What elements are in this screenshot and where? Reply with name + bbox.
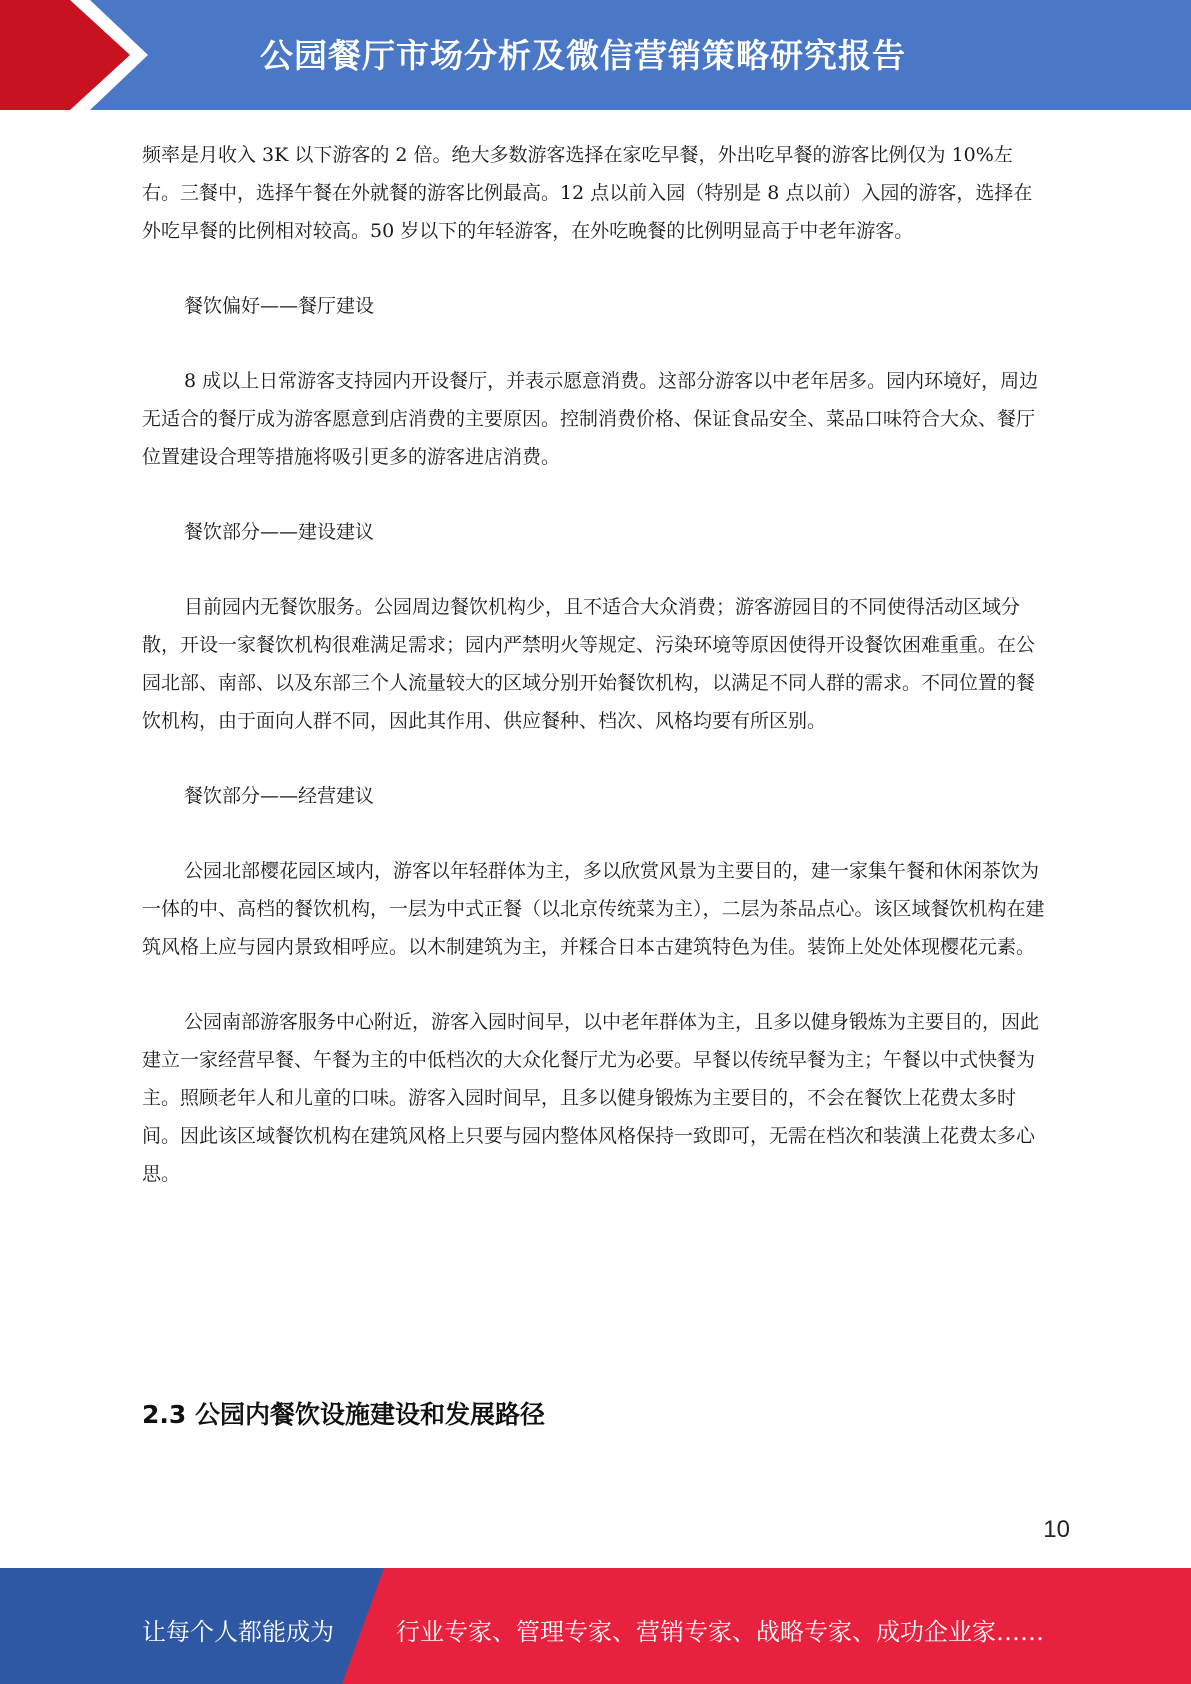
subheading-operation-advice: 餐饮部分——经营建议 [184, 785, 375, 807]
paragraph-breakfast-frequency: 频率是月收入 3K 以下游客的 2 倍。绝大多数游客选择在家吃早餐，外出吃早餐的游客比例仅为 10%左右。三餐中，选择午餐在外就餐的游客比例最高。12 点以前入园（特别是 8 点以前）入园的游客，选择在外吃早餐的比例相对较高。50 岁以下的年轻游客，在外吃晚餐的比例明显高于中老年游客。 [142, 144, 1033, 242]
footer-slogan-right: 行业专家、管理专家、营销专家、战略专家、成功企业家…… [396, 1618, 1044, 1646]
paragraph-south-area: 公园南部游客服务中心附近，游客入园时间早，以中老年群体为主，且多以健身锻炼为主要目的，因此建立一家经营早餐、午餐为主的中低档次的大众化餐厅尤为必要。早餐以传统早餐为主；午餐以中式快餐为主。照顾老年人和儿童的口味。游客入园时间早，且多以健身锻炼为主要目的，不会在餐饮上花费太多时间。因此该区域餐饮机构在建筑风格上只要与园内整体风格保持一致即可，无需在档次和装潢上花费太多心思。 [142, 1011, 1040, 1185]
page-header [0, 0, 1191, 110]
paragraph-north-area: 公园北部樱花园区域内，游客以年轻群体为主，多以欣赏风景为主要目的，建一家集午餐和休闲茶饮为一体的中、高档的餐饮机构，一层为中式正餐（以北京传统菜为主），二层为茶品点心。该区域餐饮机构在建筑风格上应与园内景致相呼应。以木制建筑为主，并糅合日本古建筑特色为佳。装饰上处处体现樱花元素。 [142, 860, 1045, 958]
footer-slogan-left: 让每个人都能成为 [142, 1618, 334, 1646]
header-chevron-red [0, 0, 130, 110]
subheading-restaurant-construction: 餐饮偏好——餐厅建设 [184, 295, 375, 317]
report-body [142, 136, 1047, 1193]
section-heading: 2.3 公园内餐饮设施建设和发展路径 [142, 1400, 545, 1429]
paragraph-no-dining-service: 目前园内无餐饮服务。公园周边餐饮机构少，且不适合大众消费；游客游园目的不同使得活动区域分散，开设一家餐饮机构很难满足需求；园内严禁明火等规定、污染环境等原因使得开设餐饮困难重重。在公园北部、南部、以及东部三个人流量较大的区域分别开始餐饮机构，以满足不同人群的需求。不同位置的餐饮机构，由于面向人群不同，因此其作用、供应餐种、档次、风格均要有所区别。 [142, 596, 1036, 732]
document-title: 公园餐厅市场分析及微信营销策略研究报告 [260, 36, 906, 75]
subheading-construction-advice: 餐饮部分——建设建议 [184, 521, 375, 543]
paragraph-visitor-support: 8 成以上日常游客支持园内开设餐厅，并表示愿意消费。这部分游客以中老年居多。园内环境好，周边无适合的餐厅成为游客愿意到店消费的主要原因。控制消费价格、保证食品安全、菜品口味符合大众、餐厅位置建设合理等措施将吸引更多的游客进店消费。 [142, 370, 1039, 468]
page-number: 10 [1043, 1516, 1070, 1543]
